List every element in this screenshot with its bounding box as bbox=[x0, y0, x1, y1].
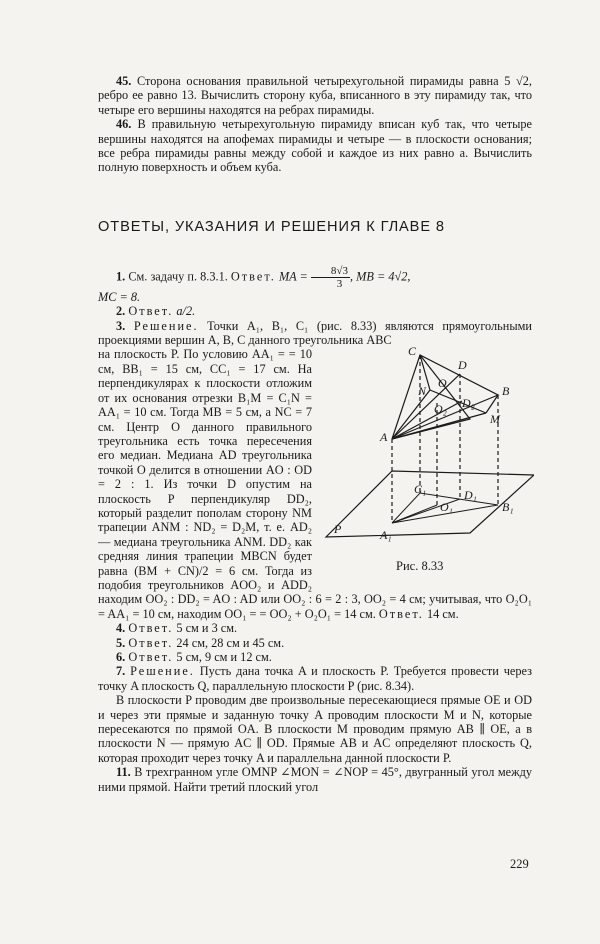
problem-number: 45. bbox=[116, 74, 132, 88]
label-b1: B₁ bbox=[502, 500, 514, 515]
answer-text: Точки A₁, B₁, C₁ (рис. 8.33) являются прямоугольными проекциями вершин A, B, C данного треугольника ABC bbox=[98, 318, 532, 348]
label-d1: D₁ bbox=[464, 488, 477, 503]
answer-text: 24 см, 28 см и 45 см. bbox=[176, 635, 285, 650]
answer-number: 6. bbox=[116, 650, 126, 664]
answer-number: 11. bbox=[116, 765, 131, 780]
answer-number: 3. bbox=[116, 318, 126, 333]
answer-7-cont bbox=[98, 693, 532, 765]
answer-label: Ответ. bbox=[128, 304, 174, 319]
label-n: N bbox=[418, 384, 427, 399]
answer-text: на плоскость P. По условию AA₁ = = 10 см, BB₁ = 15 см, CC₁ = 17 см. На перпендикулярах к плоскости отложим от их основания отрезки B₁M = C₁N = AA₁ = 10 см. Тогда MB = 5 см, а NC = 7 см. Центр O данного правильного треугольника есть точка пересечения его медиан. Медиана AD треугольника точкой O делится в отношении AO : OD = 2 : 1. Из точки D опустим на плоскость P перпендикуляр DD₂, который разделит пополам сторону NM трапеции ANM : ND₂ = D₂M, т. е. AD₂ — медиана треугольника ANM. DD₂ как средняя линия трапеции MBCN будет равна (BM + CN)/2 = 6 см. bbox=[98, 347, 312, 578]
pyramid-diagram bbox=[320, 343, 534, 579]
answer-label: Ответ. bbox=[128, 635, 174, 650]
label-a1: A₁ bbox=[380, 528, 392, 543]
answer-11 bbox=[98, 765, 532, 794]
label-d2: D₂ bbox=[462, 396, 475, 411]
answer-label: Решение. bbox=[130, 664, 195, 679]
answer-text: 5 см, 9 см и 12 см. bbox=[176, 650, 272, 664]
triangle-abc bbox=[392, 355, 498, 439]
label-c: C bbox=[408, 344, 417, 359]
answer-text: В плоскости P проводим две произвольные пересекающиеся прямые OE и OD и через эти прямые и заданную точку A проводим плоскости M и N, которые пересекаются по прямой OA. В плоскости M проводим прямую AB ∥ OE, а в плоскости N — прямую AC ∥ OD. Прямые AB и AC определяют плоскость Q, которая проходит через точку A и параллельна данной плоскости P. bbox=[98, 693, 532, 765]
label-o2: O₂ bbox=[434, 402, 447, 417]
answer-number: 1. bbox=[116, 269, 126, 284]
problem-text: В правильную четырехугольную пирамиду вписан куб так, что четыре вершины находятся на апофемах пирамиды и четыре — в плоскости основания; все ребра пирамиды равны между собой и каждое из них равно a. Вычислить полную поверхность и объем куба. bbox=[98, 117, 533, 175]
label-m: M bbox=[490, 412, 500, 427]
answer-number: 7. bbox=[116, 664, 126, 679]
problem-number: 46. bbox=[116, 117, 132, 132]
problem-45 bbox=[98, 74, 532, 117]
page-content bbox=[98, 74, 532, 794]
label-p: P bbox=[334, 522, 342, 537]
answer-text: Пусть дана точка A и плоскость P. Требуется провести через точку A плоскость Q, параллельную плоскости P (рис. 8.34). bbox=[98, 664, 533, 693]
answer-7 bbox=[98, 664, 532, 693]
answer-label: Ответ. bbox=[378, 606, 424, 621]
answer-text: 5 см и 3 см. bbox=[176, 621, 238, 636]
fraction-denominator: 3 bbox=[336, 277, 343, 290]
label-a: A bbox=[380, 430, 388, 445]
fraction bbox=[311, 265, 350, 290]
label-o: O bbox=[438, 376, 447, 391]
answer-label: Ответ. bbox=[230, 269, 276, 284]
answer-number: 4. bbox=[116, 621, 126, 636]
problem-text: Сторона основания правильной четырехугольной пирамиды равна 5 bbox=[137, 74, 511, 88]
answer-text: Тогда из подобия треугольников AOO₂ и ADD₂ находим OO₂ : DD₂ = AO : AD или OO₂ : 6 = 2 : 3, OO₂ = 4 см; учитывая, что O₂O₁ = AA₁ = 10 см, находим OO₁ = = OO₂ + O₂O₁ = 14 см. bbox=[98, 563, 532, 621]
answer-label: Ответ. bbox=[128, 621, 174, 636]
figure-8-33 bbox=[320, 343, 534, 579]
label-c1: C₁ bbox=[414, 482, 427, 497]
answer-6 bbox=[98, 650, 532, 664]
answer-1 bbox=[98, 265, 532, 290]
figure-caption: Рис. 8.33 bbox=[396, 559, 444, 574]
answer-value: 14 см. bbox=[426, 606, 459, 621]
answer-ma: MA = bbox=[278, 269, 308, 284]
label-b: B bbox=[502, 384, 510, 399]
problem-text: , ребро ее равно 13. Вычислить сторону куба, вписанного в эту пирамиду так, что четыре его вершины находятся на ребрах пирамиды. bbox=[98, 74, 532, 117]
chapter-title: ОТВЕТЫ, УКАЗАНИЯ И РЕШЕНИЯ К ГЛАВЕ 8 bbox=[98, 218, 445, 235]
answer-label: Решение. bbox=[133, 318, 199, 333]
answer-number: 5. bbox=[116, 635, 126, 650]
answer-5 bbox=[98, 636, 532, 650]
answer-mb: , MB = 4√2, bbox=[349, 269, 411, 284]
page-number: 229 bbox=[510, 857, 529, 871]
answer-text: В трехгранном угле OMNP ∠MON = ∠NOP = 45°, двугранный угол между ними прямой. Найти третий плоский угол bbox=[98, 765, 532, 794]
answer-label: Ответ. bbox=[128, 650, 174, 664]
answer-mc: MC = 8. bbox=[98, 289, 141, 304]
answer-text: См. задачу п. 8.3.1. bbox=[128, 269, 228, 284]
answer-text: a/2. bbox=[176, 304, 196, 319]
fraction-numerator: 8√3 bbox=[311, 265, 350, 278]
answer-2 bbox=[98, 304, 532, 318]
radical: √2 bbox=[516, 74, 529, 88]
answer-number: 2. bbox=[116, 304, 126, 319]
answer-1-cont bbox=[98, 290, 532, 304]
problem-46 bbox=[98, 117, 532, 175]
label-d: D bbox=[458, 358, 467, 373]
label-o1: O₁ bbox=[440, 500, 453, 515]
answer-4 bbox=[98, 621, 532, 635]
